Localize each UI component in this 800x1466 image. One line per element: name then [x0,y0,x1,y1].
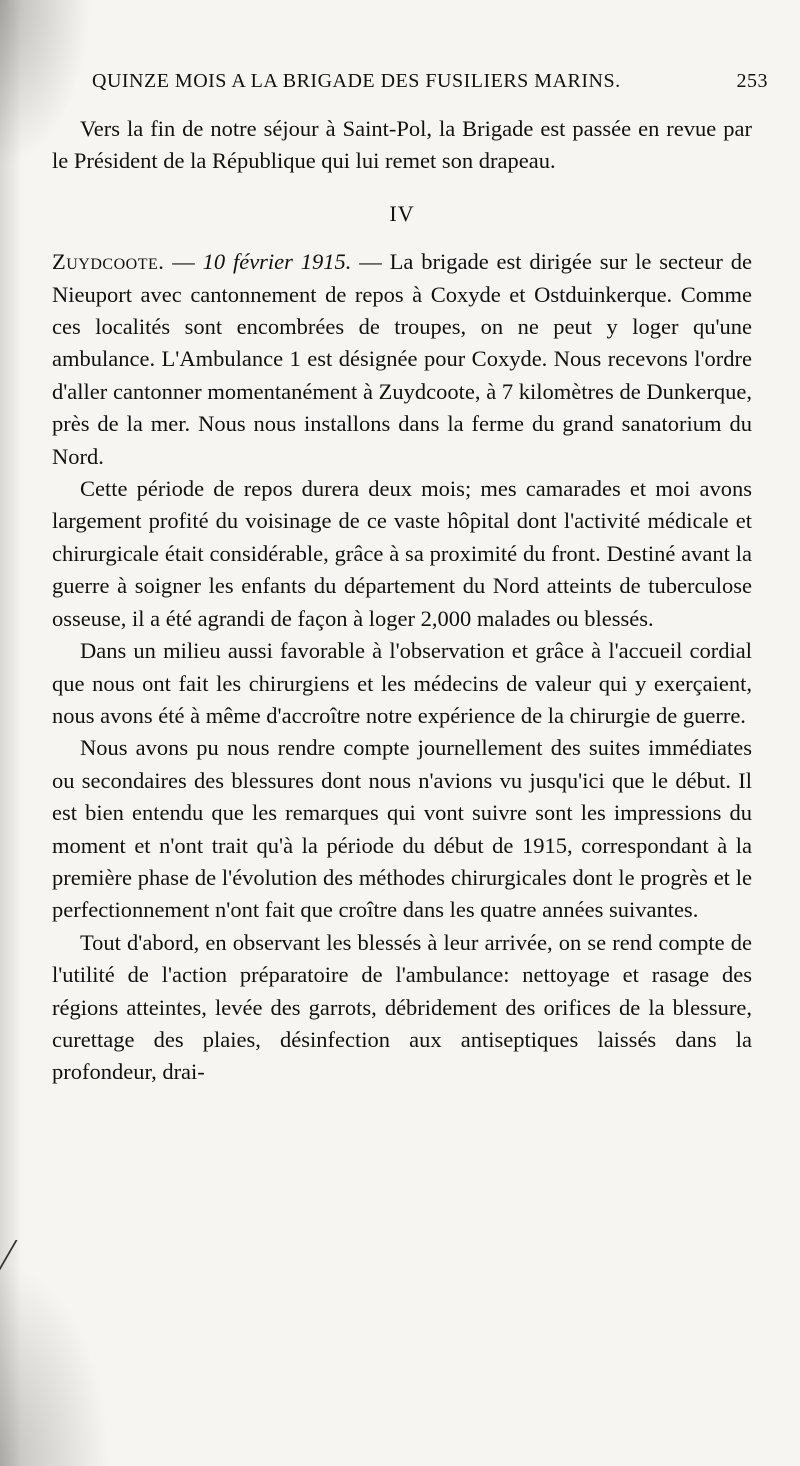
paragraph-3: Dans un milieu aussi favorable à l'observation et grâce à l'accueil cordial que nous ont fait les chirurgiens et les médecins de valeur qui y exerçaient, nous avons été à même d'accroître notre expérience de la chirurgie de guerre. [52,638,752,728]
margin-mark [0,1240,48,1280]
diary-entry-paragraph [52,246,752,473]
entry-date: 10 février 1915. [202,249,352,275]
section-heading: IV [389,200,415,226]
page-body [52,113,752,1089]
entry-text: — La brigade est dirigée sur le secteur de Nieuport avec cantonnement de repos à Coxyde et Ostduinkerque. Comme ces localités sont encombrées de troupes, on ne peut y loger qu'une ambulance. L'Ambulance 1 est désignée pour Coxyde. Nous recevons l'ordre d'aller cantonner momentanément à Zuydcoote, à 7 kilomètres de Dunkerque, près de la mer. Nous nous installons dans la ferme du grand sanatorium du Nord. [52,249,752,469]
entry-dash: — [164,249,203,275]
paragraph-5: Tout d'abord, en observant les blessés à leur arrivée, on se rend compte de l'utilité de l'action préparatoire de l'ambulance: nettoyage et rasage des régions atteintes, levée des garrots, débridement des orifices de la blessure, curettage des plaies, désinfection aux antiseptiques laissés dans la profondeur, drai- [52,929,752,1085]
running-title: QUINZE MOIS A LA BRIGADE DES FUSILIERS MARINS. [92,70,621,92]
page-header [92,70,768,100]
intro-paragraph: Vers la fin de notre séjour à Saint-Pol, la Brigade est passée en revue par le Président de la République qui lui remet son drapeau. [52,116,752,174]
paragraph-2: Cette période de repos durera deux mois; mes camarades et moi avons largement profité du voisinage de ce vaste hôpital dont l'activité médicale et chirurgicale était considérable, grâce à sa proximité du front. Destiné avant la guerre à soigner les enfants du département du Nord atteints de tuberculose osseuse, il a été agrandi de façon à loger 2,000 malades ou blessés. [52,476,752,631]
page-number: 253 [736,70,768,92]
paragraph-4: Nous avons pu nous rendre compte journellement des suites immédiates ou secondaires des blessures dont nous n'avions vu jusqu'ici que le début. Il est bien entendu que les remarques qui vont suivre sont les impressions du moment et n'ont trait qu'à la période du début de 1915, correspondant à la première phase de l'évolution des méthodes chirurgicales dont le progrès et le perfectionnement n'ont fait que croître dans les quatre années suivantes. [52,735,752,923]
entry-place: Zuydcoote. [52,249,165,275]
